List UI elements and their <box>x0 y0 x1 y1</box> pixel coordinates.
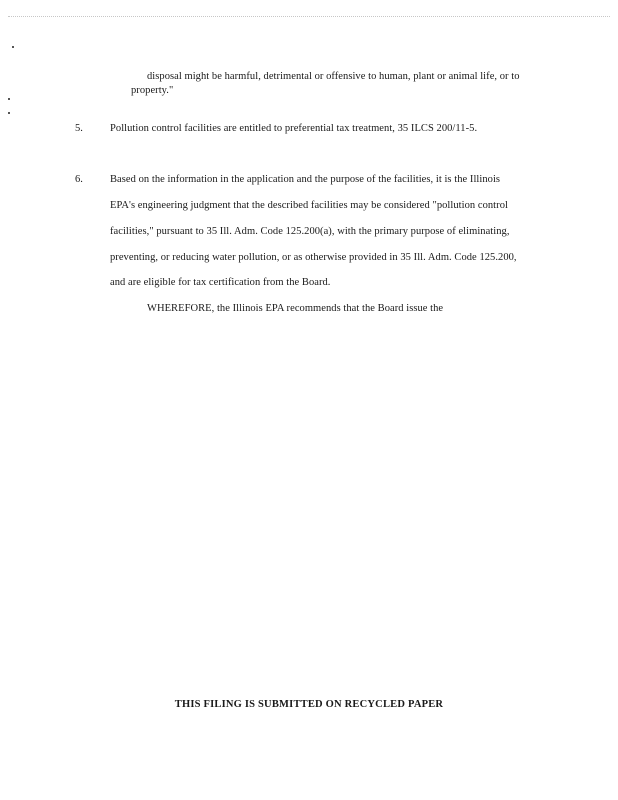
item-6-line-3: facilities," pursuant to 35 Ill. Adm. Code 125.200(a), with the primary purpose of eliminating, <box>110 226 510 237</box>
quote-line-2: property." <box>131 85 174 96</box>
item-6-line-1: Based on the information in the application and the purpose of the facilities, it is the Illinois <box>110 174 501 185</box>
item-6-line-5: and are eligible for tax certification from the Board. <box>110 277 331 288</box>
item-5-number: 5. <box>75 123 83 134</box>
scan-speck <box>12 46 14 48</box>
recycled-paper-footer: THIS FILING IS SUBMITTED ON RECYCLED PAPER <box>174 699 444 710</box>
quote-line-1: disposal might be harmful, detrimental or offensive to human, plant or animal life, or to <box>147 71 520 82</box>
scan-speck <box>8 112 10 114</box>
wherefore-clause: WHEREFORE, the Illinois EPA recommends that the Board issue the <box>147 303 444 314</box>
scan-header-artifact <box>8 16 610 27</box>
item-6-line-2: EPA's engineering judgment that the described facilities may be considered "pollution control <box>110 200 508 211</box>
item-5-text: Pollution control facilities are entitled to preferential tax treatment, 35 ILCS 200/11-5. <box>110 123 478 134</box>
item-6-number: 6. <box>75 174 83 185</box>
scan-speck <box>8 98 10 100</box>
item-6-line-4: preventing, or reducing water pollution, or as otherwise provided in 35 Ill. Adm. Code 125.200, <box>110 252 517 263</box>
